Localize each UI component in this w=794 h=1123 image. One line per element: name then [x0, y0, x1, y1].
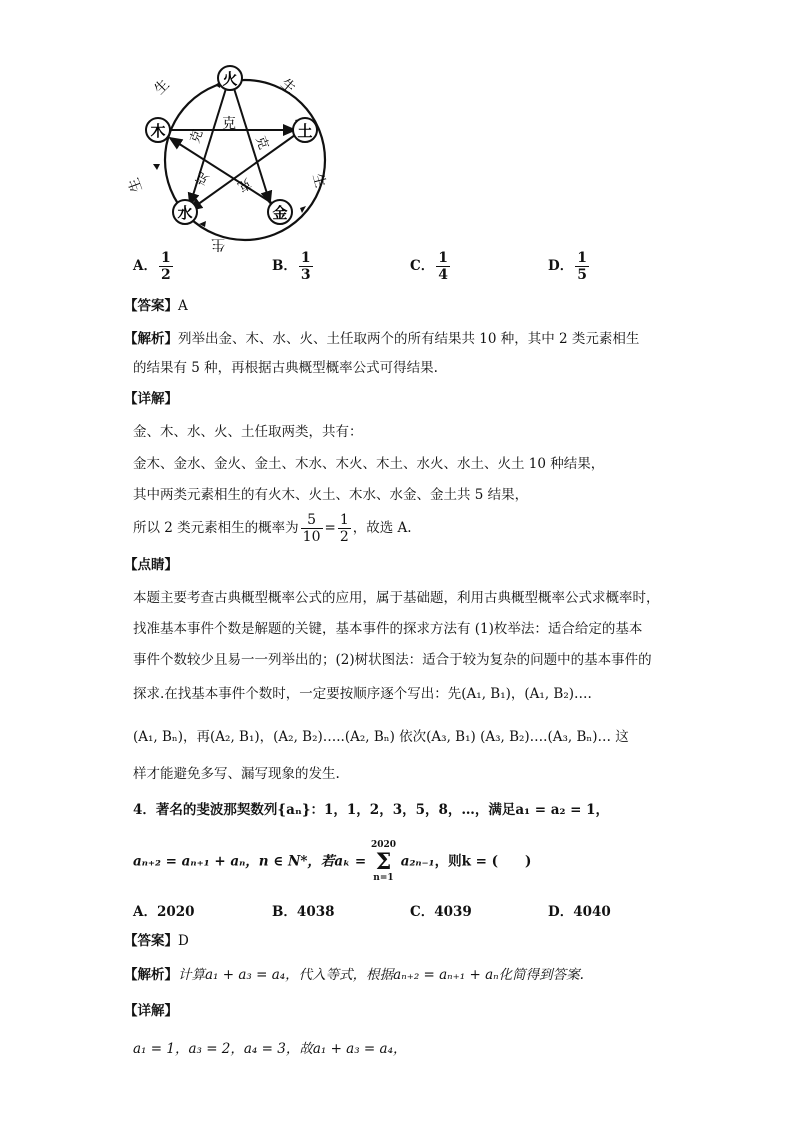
q3-analysis-line2: 的结果有 5 种，再根据古典概型概率公式可得结果. — [133, 360, 438, 376]
svg-text:木: 木 — [150, 122, 166, 140]
q3-analysis-line1: 【解析】列举出金、木、水、火、土任取两个的所有结果共 10 种，其中 2 类元素相生 — [124, 331, 640, 347]
q3-comment-line2: 找准基本事件个数是解题的关键，基本事件的探求方法有 (1)枚举法：适合给定的基本 — [133, 621, 643, 637]
sheng-label: 生 — [125, 175, 146, 195]
ke-label: 克 — [252, 134, 271, 152]
q3-detail-line4: 所以 2 类元素相生的概率为 $\frac{5}{10}$ = $\frac{1}{2}$ ，故选 A. — [133, 512, 412, 545]
q4-detail-line1: a₁ = 1，a₃ = 2，a₄ = 3，故a₁ + a₃ = a₄， — [133, 1041, 407, 1057]
q4-detail-heading: 【详解】 — [124, 1003, 178, 1019]
ke-label: 克 — [234, 174, 254, 195]
svg-text:土: 土 — [297, 122, 313, 140]
q4-option-d: D．4040 — [548, 904, 611, 920]
ke-label: 克 — [222, 116, 236, 132]
q3-detail-line1: 金、木、水、火、土任取两类，共有： — [133, 424, 363, 440]
q4-stem-line1: 4．著名的斐波那契数列{aₙ}：1，1，2，3，5，8，…，满足a₁ = a₂ = 1， — [133, 802, 610, 818]
sheng-label: 生 — [309, 171, 329, 190]
q3-comment-heading: 【点睛】 — [124, 557, 178, 573]
q3-answer: 【答案】A — [124, 298, 188, 314]
sheng-arrowhead — [153, 164, 160, 170]
node-wood — [146, 118, 170, 142]
q3-option-a: A． $\frac{1}{2}$ — [133, 250, 171, 283]
q3-option-d: D． $\frac{1}{5}$ — [548, 250, 587, 283]
svg-text:火: 火 — [222, 70, 238, 88]
five-elements-diagram — [125, 60, 350, 252]
summation: 2020 Σ n=1 — [370, 840, 396, 883]
q3-option-c: C． $\frac{1}{4}$ — [410, 250, 448, 283]
q4-option-b: B．4038 — [272, 904, 335, 920]
node-water — [173, 200, 197, 224]
q3-comment-line3: 事件个数较少且易一一列举出的；(2)树状图法：适合于较为复杂的问题中的基本事件的 — [133, 652, 652, 668]
q4-answer: 【答案】D — [124, 933, 189, 949]
q3-comment-line1: 本题主要考查古典概型概率公式的应用，属于基础题，利用古典概型概率公式求概率时， — [133, 590, 660, 606]
q3-comment-line4: 探求.在找基本事件个数时，一定要按顺序逐个写出：先(A₁, B₁)，(A₁, B₂)…. — [133, 686, 592, 702]
svg-text:水: 水 — [177, 204, 193, 222]
ke-label: 克 — [187, 128, 207, 146]
q4-analysis: 【解析】计算a₁ + a₃ = a₄，代入等式，根据aₙ₊₂ = aₙ₊₁ + aₙ化简得到答案. — [124, 967, 584, 983]
ke-label: 克 — [193, 168, 212, 188]
q3-comment-line5: (A₁, Bₙ)，再(A₂, B₁)，(A₂, B₂)…..(A₂, Bₙ) 依次(A₃, B₁) (A₃, B₂)….(A₃, Bₙ)… 这 — [133, 729, 629, 745]
q3-detail-line2: 金木、金水、金火、金土、木水、木火、木土、水火、水土、火土 10 种结果， — [133, 456, 605, 472]
q3-detail-line3: 其中两类元素相生的有火木、火土、木水、水金、金土共 5 结果， — [133, 487, 529, 503]
svg-text:金: 金 — [272, 204, 288, 222]
node-earth — [293, 118, 317, 142]
sheng-label: 生 — [277, 75, 299, 98]
sheng-label: 生 — [211, 236, 225, 252]
q4-stem-line2: aₙ₊₂ = aₙ₊₁ + aₙ，n ∈ N*，若aₖ = 2020 Σ n=1 a₂ₙ₋₁，则k = ( ) — [133, 840, 532, 883]
q4-option-c: C．4039 — [410, 904, 472, 920]
sheng-label: 生 — [151, 76, 173, 98]
q3-detail-heading: 【详解】 — [124, 391, 178, 407]
q3-option-b: B． $\frac{1}{3}$ — [272, 250, 311, 283]
q4-option-a: A．2020 — [133, 904, 195, 920]
node-fire — [218, 66, 242, 90]
q3-comment-line6: 样才能避免多写、漏写现象的发生. — [133, 766, 340, 782]
node-metal — [268, 200, 292, 224]
